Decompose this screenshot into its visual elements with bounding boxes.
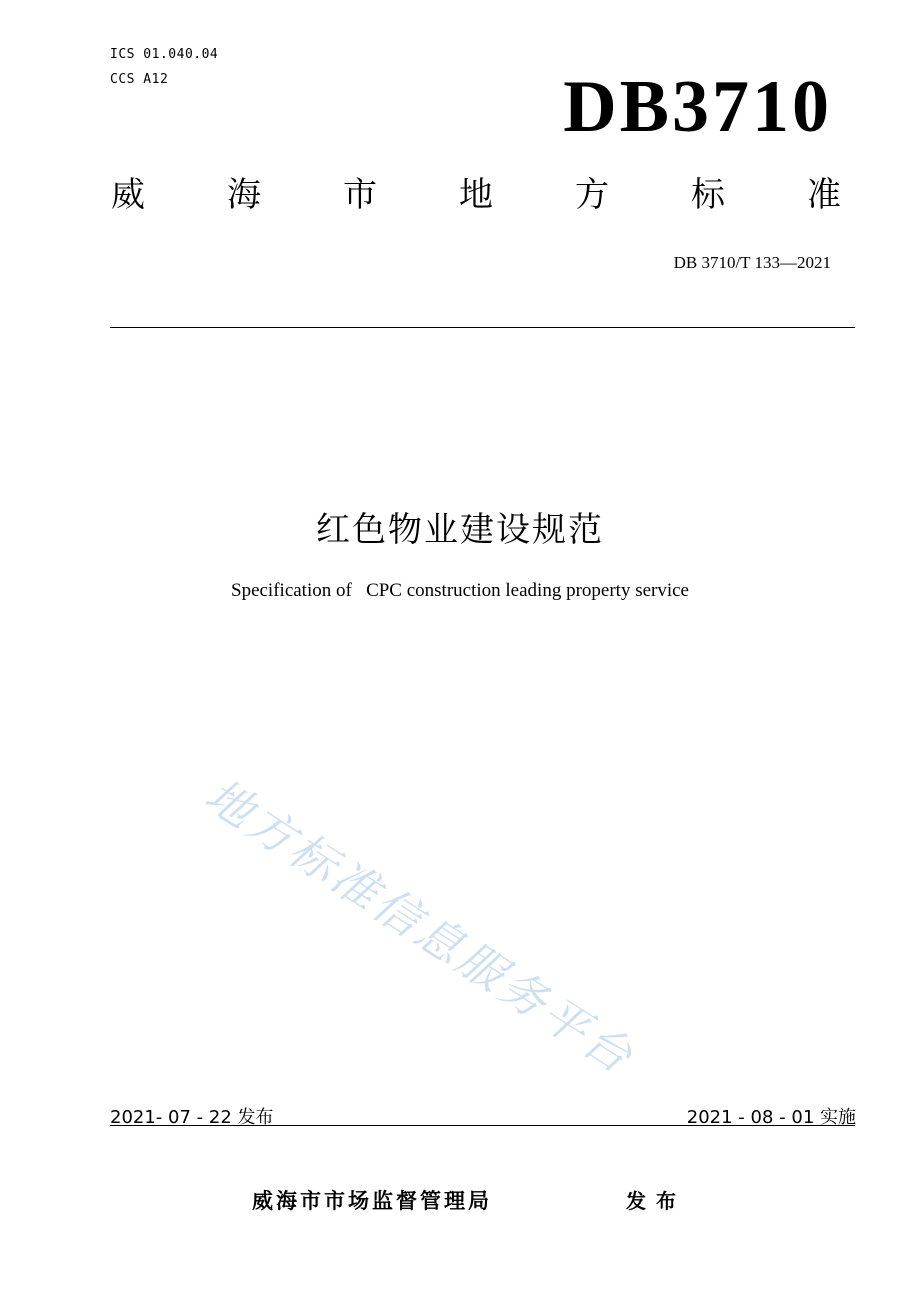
standard-type-char: 市 xyxy=(343,175,377,215)
standard-type-char: 海 xyxy=(227,175,261,215)
bottom-divider xyxy=(110,1125,855,1126)
standard-type-char: 标 xyxy=(691,175,725,215)
watermark: 地方标准信息服务平台 xyxy=(195,767,645,1086)
ccs-code: CCS A12 xyxy=(110,72,169,87)
document-title-chinese: 红色物业建设规范 xyxy=(316,510,604,550)
standard-type-heading xyxy=(108,175,844,215)
top-divider xyxy=(110,327,855,328)
standard-code-logo: DB3710 xyxy=(563,66,832,148)
issuing-authority: 威海市市场监督管理局 xyxy=(252,1189,492,1213)
issue-action: 发布 xyxy=(626,1189,686,1213)
implementation-date: 2021 - 08 - 01 实施 xyxy=(686,1107,856,1128)
standard-number: DB 3710/T 133—2021 xyxy=(673,253,831,272)
standard-type-char: 准 xyxy=(807,175,841,215)
issue-date: 2021- 07 - 22 发布 xyxy=(110,1107,274,1128)
standard-type-char: 威 xyxy=(111,175,145,215)
document-title-english: Specification of CPC construction leading property service xyxy=(231,580,689,601)
ics-code: ICS 01.040.04 xyxy=(110,47,219,62)
standard-type-char: 方 xyxy=(575,175,609,215)
standard-type-char: 地 xyxy=(459,175,493,215)
